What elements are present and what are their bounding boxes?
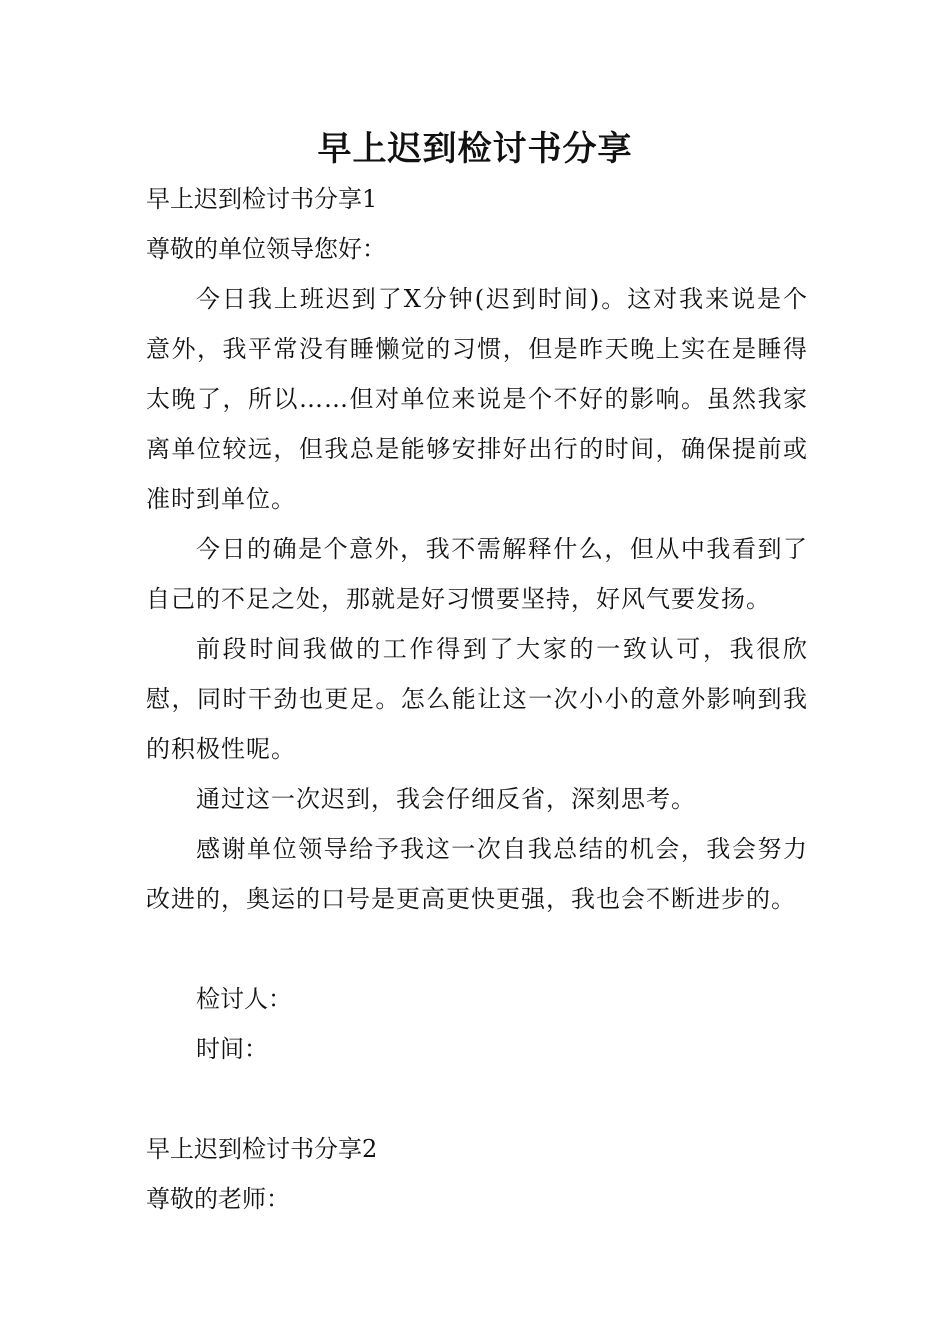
section-2-salutation: 尊敬的老师： <box>146 1185 290 1213</box>
section-2-heading: 早上迟到检讨书分享2 <box>146 1135 378 1163</box>
section-1-paragraph-1: 今日我上班迟到了X分钟(迟到时间)。这对我来说是个意外，我平常没有睡懒觉的习惯，但是昨天晚上实在是睡得太晚了，所以……但对单位来说是个不好的影响。虽然我家离单位较远，但我总是能够安排好出行的时间，确保提前或准时到单位。 <box>146 285 808 513</box>
section-1-paragraph-4: 通过这一次迟到，我会仔细反省，深刻思考。 <box>196 785 696 813</box>
section-1-paragraph-3: 前段时间我做的工作得到了大家的一致认可，我很欣慰，同时干劲也更足。怎么能让这一次小小的意外影响到我的积极性呢。 <box>146 635 808 763</box>
section-1-paragraph-2: 今日的确是个意外，我不需解释什么，但从中我看到了自己的不足之处，那就是好习惯要坚持，好风气要发扬。 <box>146 535 808 613</box>
document-title: 早上迟到检讨书分享 <box>317 129 633 169</box>
section-1-salutation: 尊敬的单位领导您好： <box>146 235 386 263</box>
date-label: 时间： <box>196 1035 268 1063</box>
section-1-heading: 早上迟到检讨书分享1 <box>146 185 378 213</box>
signer-label: 检讨人： <box>196 985 292 1013</box>
section-1-paragraph-5: 感谢单位领导给予我这一次自我总结的机会，我会努力改进的，奥运的口号是更高更快更强，我也会不断进步的。 <box>146 835 808 913</box>
